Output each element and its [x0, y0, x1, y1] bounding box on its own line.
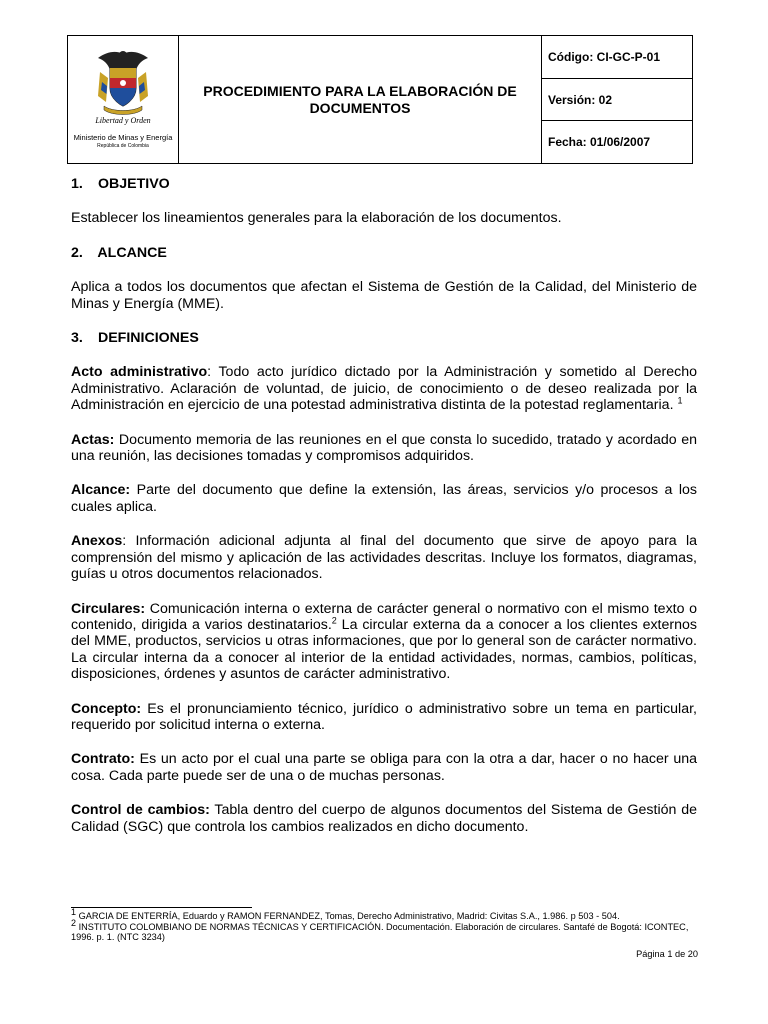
section-text-alcance: Aplica a todos los documentos que afectan el Sistema de Gestión de la Calidad, del Ministerio de Minas y Energía (MME). [71, 279, 697, 312]
ministry-name: Ministerio de Minas y Energía [73, 133, 173, 142]
document-header-table [67, 35, 693, 164]
definition-item: Control de cambios: Tabla dentro del cuerpo de algunos documentos del Sistema de Gestión de Calidad (SGC) que controla los cambios realizados en dicho documento. [71, 802, 697, 835]
document-version: Versión: 02 [542, 79, 692, 122]
document-code: Código: CI-GC-P-01 [542, 36, 692, 79]
header-logo-cell [68, 36, 179, 163]
footnotes [71, 906, 697, 943]
colombia-coat-of-arms-icon [94, 48, 152, 118]
section-text-objetivo: Establecer los lineamientos generales para la elaboración de los documentos. [71, 210, 562, 227]
republic-name: República de Colombia [97, 143, 149, 149]
definition-item: Alcance: Parte del documento que define la extensión, las áreas, servicios y/o procesos a los cuales aplica. [71, 482, 697, 515]
section-heading-definiciones: 3. DEFINICIONES [71, 330, 199, 347]
definition-item: Concepto: Es el pronunciamiento técnico, jurídico o administrativo sobre un tema en particular, requerido por solicitud interna o externa. [71, 700, 697, 733]
document-date: Fecha: 01/06/2007 [548, 135, 651, 150]
footnote-1: $^1$ GARCIA DE ENTERRÍA, Eduardo y RAMON FERNANDEZ, Tomas, Derecho Administrativo, Madrid: Civitas S.A., 1.986. p 503 - 504. [71, 906, 620, 921]
document-body [71, 176, 697, 835]
footnote-divider [71, 907, 252, 908]
definition-item: Anexos: Información adicional adjunta al final del documento que sirve de apoyo para la comprensión del mismo y aplicación de las actividades descritas. Incluye los formatos, diagramas, guías u otros documentos relacionados. [71, 533, 697, 583]
section-heading-objetivo: 1. OBJETIVO [71, 176, 170, 192]
footnote-2: $^2$ INSTITUTO COLOMBIANO DE NORMAS TÉCNICAS Y CERTIFICACIÓN. Documentación. Elaboración de circulares. Santafé de Bogotá: ICONTEC, 1996. p. 1. (NTC 3234) [71, 917, 689, 943]
definition-item: Contrato: Es un acto por el cual una parte se obliga para con la otra a dar, hacer o no hacer una cosa. Cada parte puede ser de una o de muchas personas. [71, 751, 697, 784]
logo-caption: Libertad y Orden [95, 116, 151, 125]
section-heading-alcance: 2. ALCANCE [71, 244, 167, 261]
header-meta-cell [542, 36, 692, 163]
definition-item: Circulares: Comunicación interna o externa de carácter general o normativo con el mismo texto o contenido, dirigida a varios destinatarios.$^2$ La circular externa da a conocer a los clientes externos del MME, productos, servicios u otras informaciones, que por lo general son de carácter normativo. La circular interna da a conocer al interior de la entidad actividades, normas, cambios, políticas, disposiciones, órdenes y asuntos de carácter administrativo. [71, 600, 697, 683]
definition-item: Acto administrativo: Todo acto jurídico dictado por la Administración y sometido al Derecho Administrativo. Aclaración de voluntad, de juicio, de conocimiento o de deseo realizada por la Administración en ejercicio de una potestad administrativa distinta de la potestad reglamentaria. $^1$ [71, 364, 697, 414]
definition-item: Actas: Documento memoria de las reuniones en el que consta lo sucedido, tratado y acordado en una reunión, las decisiones tomadas y compromisos adquiridos. [71, 431, 697, 465]
document-title: PROCEDIMIENTO PARA LA ELABORACIÓN DE DOCUMENTOS [179, 36, 542, 163]
page-number: Página 1 de 20 [636, 949, 698, 959]
